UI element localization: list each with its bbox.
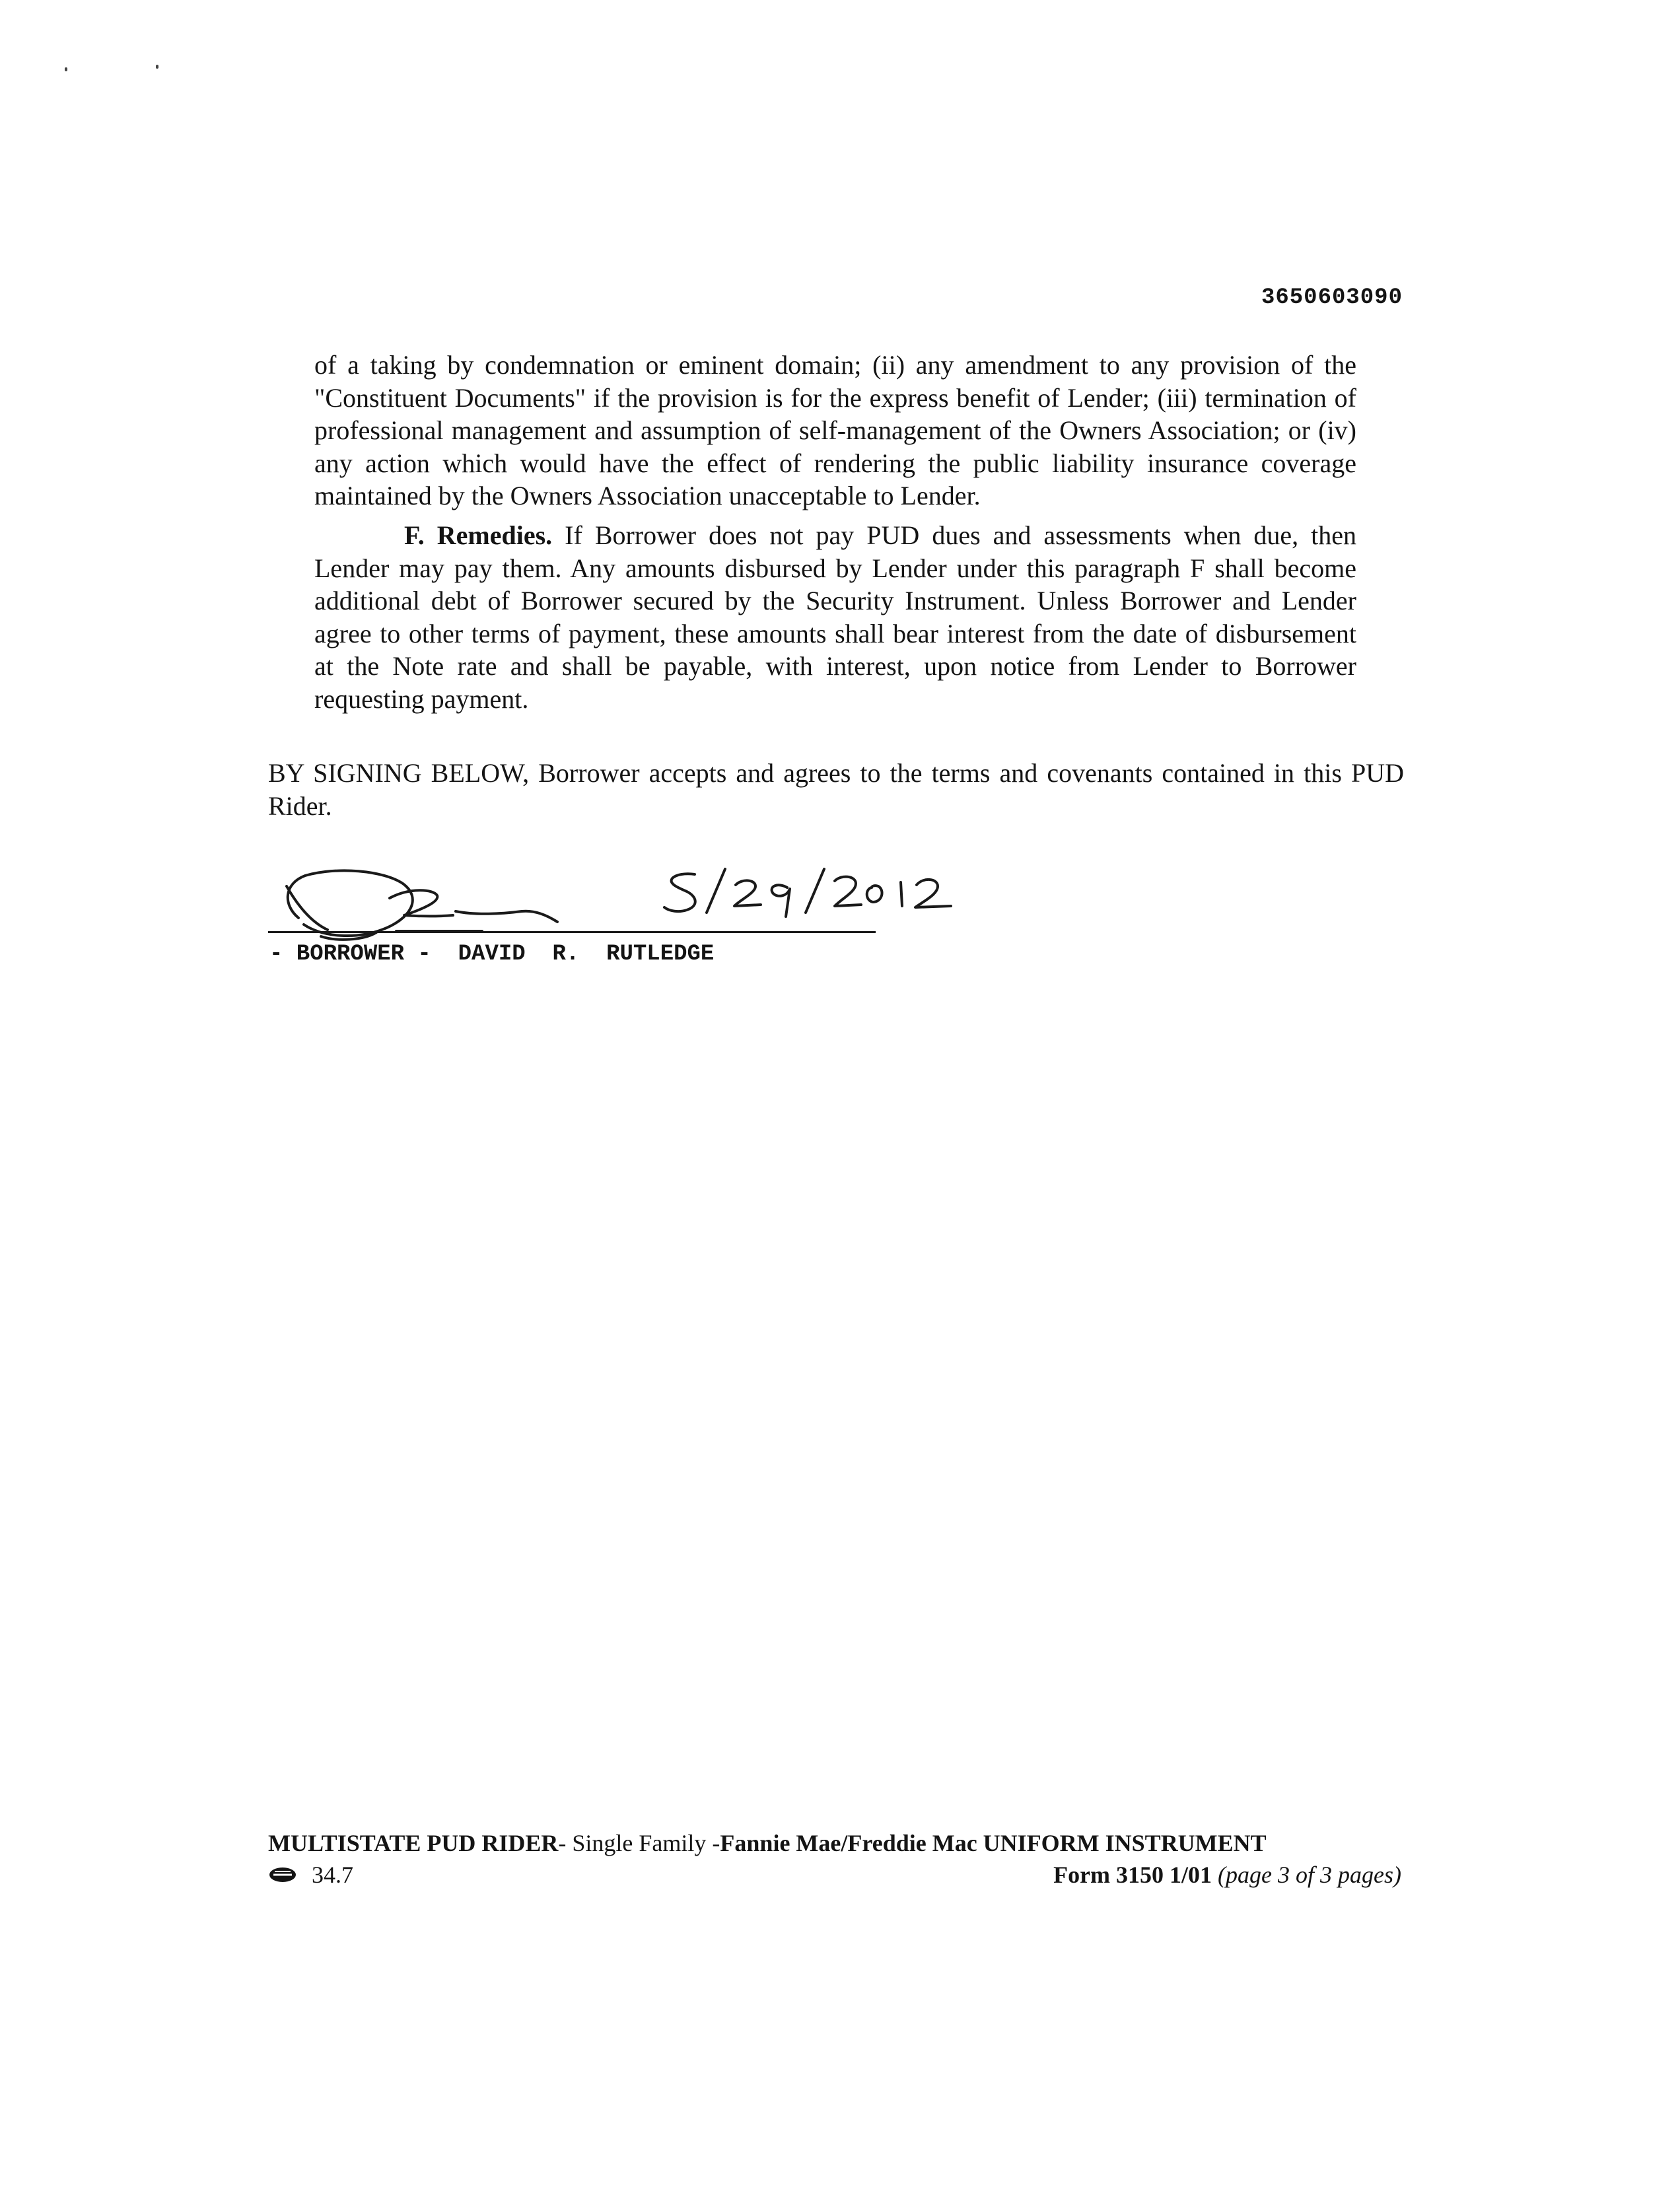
form-number: Form 3150 1/01: [1053, 1862, 1212, 1888]
remedies-paragraph: [314, 519, 1356, 715]
page-number: (page 3 of 3 pages): [1212, 1862, 1401, 1888]
rider-paragraph-continuation: [314, 349, 1356, 512]
scan-speck: [65, 67, 67, 71]
vmp-logo-icon: [268, 1866, 297, 1883]
form-code-group: [268, 1861, 353, 1889]
signing-statement: BY SIGNING BELOW, Borrower accepts and agrees to the terms and covenants contained in this PUD Rider.: [268, 758, 1404, 821]
form-title-part: - Single Family -: [558, 1830, 720, 1856]
remedies-heading: F. Remedies.: [404, 520, 553, 550]
form-page-info: [1053, 1861, 1401, 1889]
form-code: 34.7: [312, 1862, 353, 1888]
form-title-part: Fannie Mae/Freddie Mac UNIFORM INSTRUMENT: [720, 1830, 1267, 1856]
signature-line: [268, 931, 876, 933]
form-title-part: MULTISTATE PUD RIDER: [268, 1830, 559, 1856]
remedies-text: If Borrower does not pay PUD dues and assessments when due, then Lender may pay them. Any amounts disbursed by Lender under this paragraph F shall become additional debt of Borrower secured by the Security Instrument. Unless Borrower and Lender agree to other terms of payment, these amounts shall bear interest from the date of disbursement at the Note rate and shall be payable, with interest, upon notice from Lender to Borrower requesting payment.: [314, 520, 1357, 714]
paragraph-text: of a taking by condemnation or eminent domain; (ii) any amendment to any provision of the "Constituent Documents" if the provision is for the express benefit of Lender; (iii) termination of professional management and assumption of self-management of the Owners Association; or (iv) any action which would have the effect of rendering the public liability insurance coverage maintained by the Owners Association unacceptable to Lender.: [314, 350, 1356, 510]
signer-label: - BORROWER - DAVID R. RUTLEDGE: [269, 942, 715, 967]
document-number: 3650603090: [1261, 285, 1403, 310]
handwritten-date: [664, 869, 951, 917]
form-title: [268, 1829, 1401, 1857]
paragraph-text: [314, 519, 1356, 715]
form-footer-row: [268, 1861, 1401, 1889]
scan-speck: [156, 65, 158, 69]
